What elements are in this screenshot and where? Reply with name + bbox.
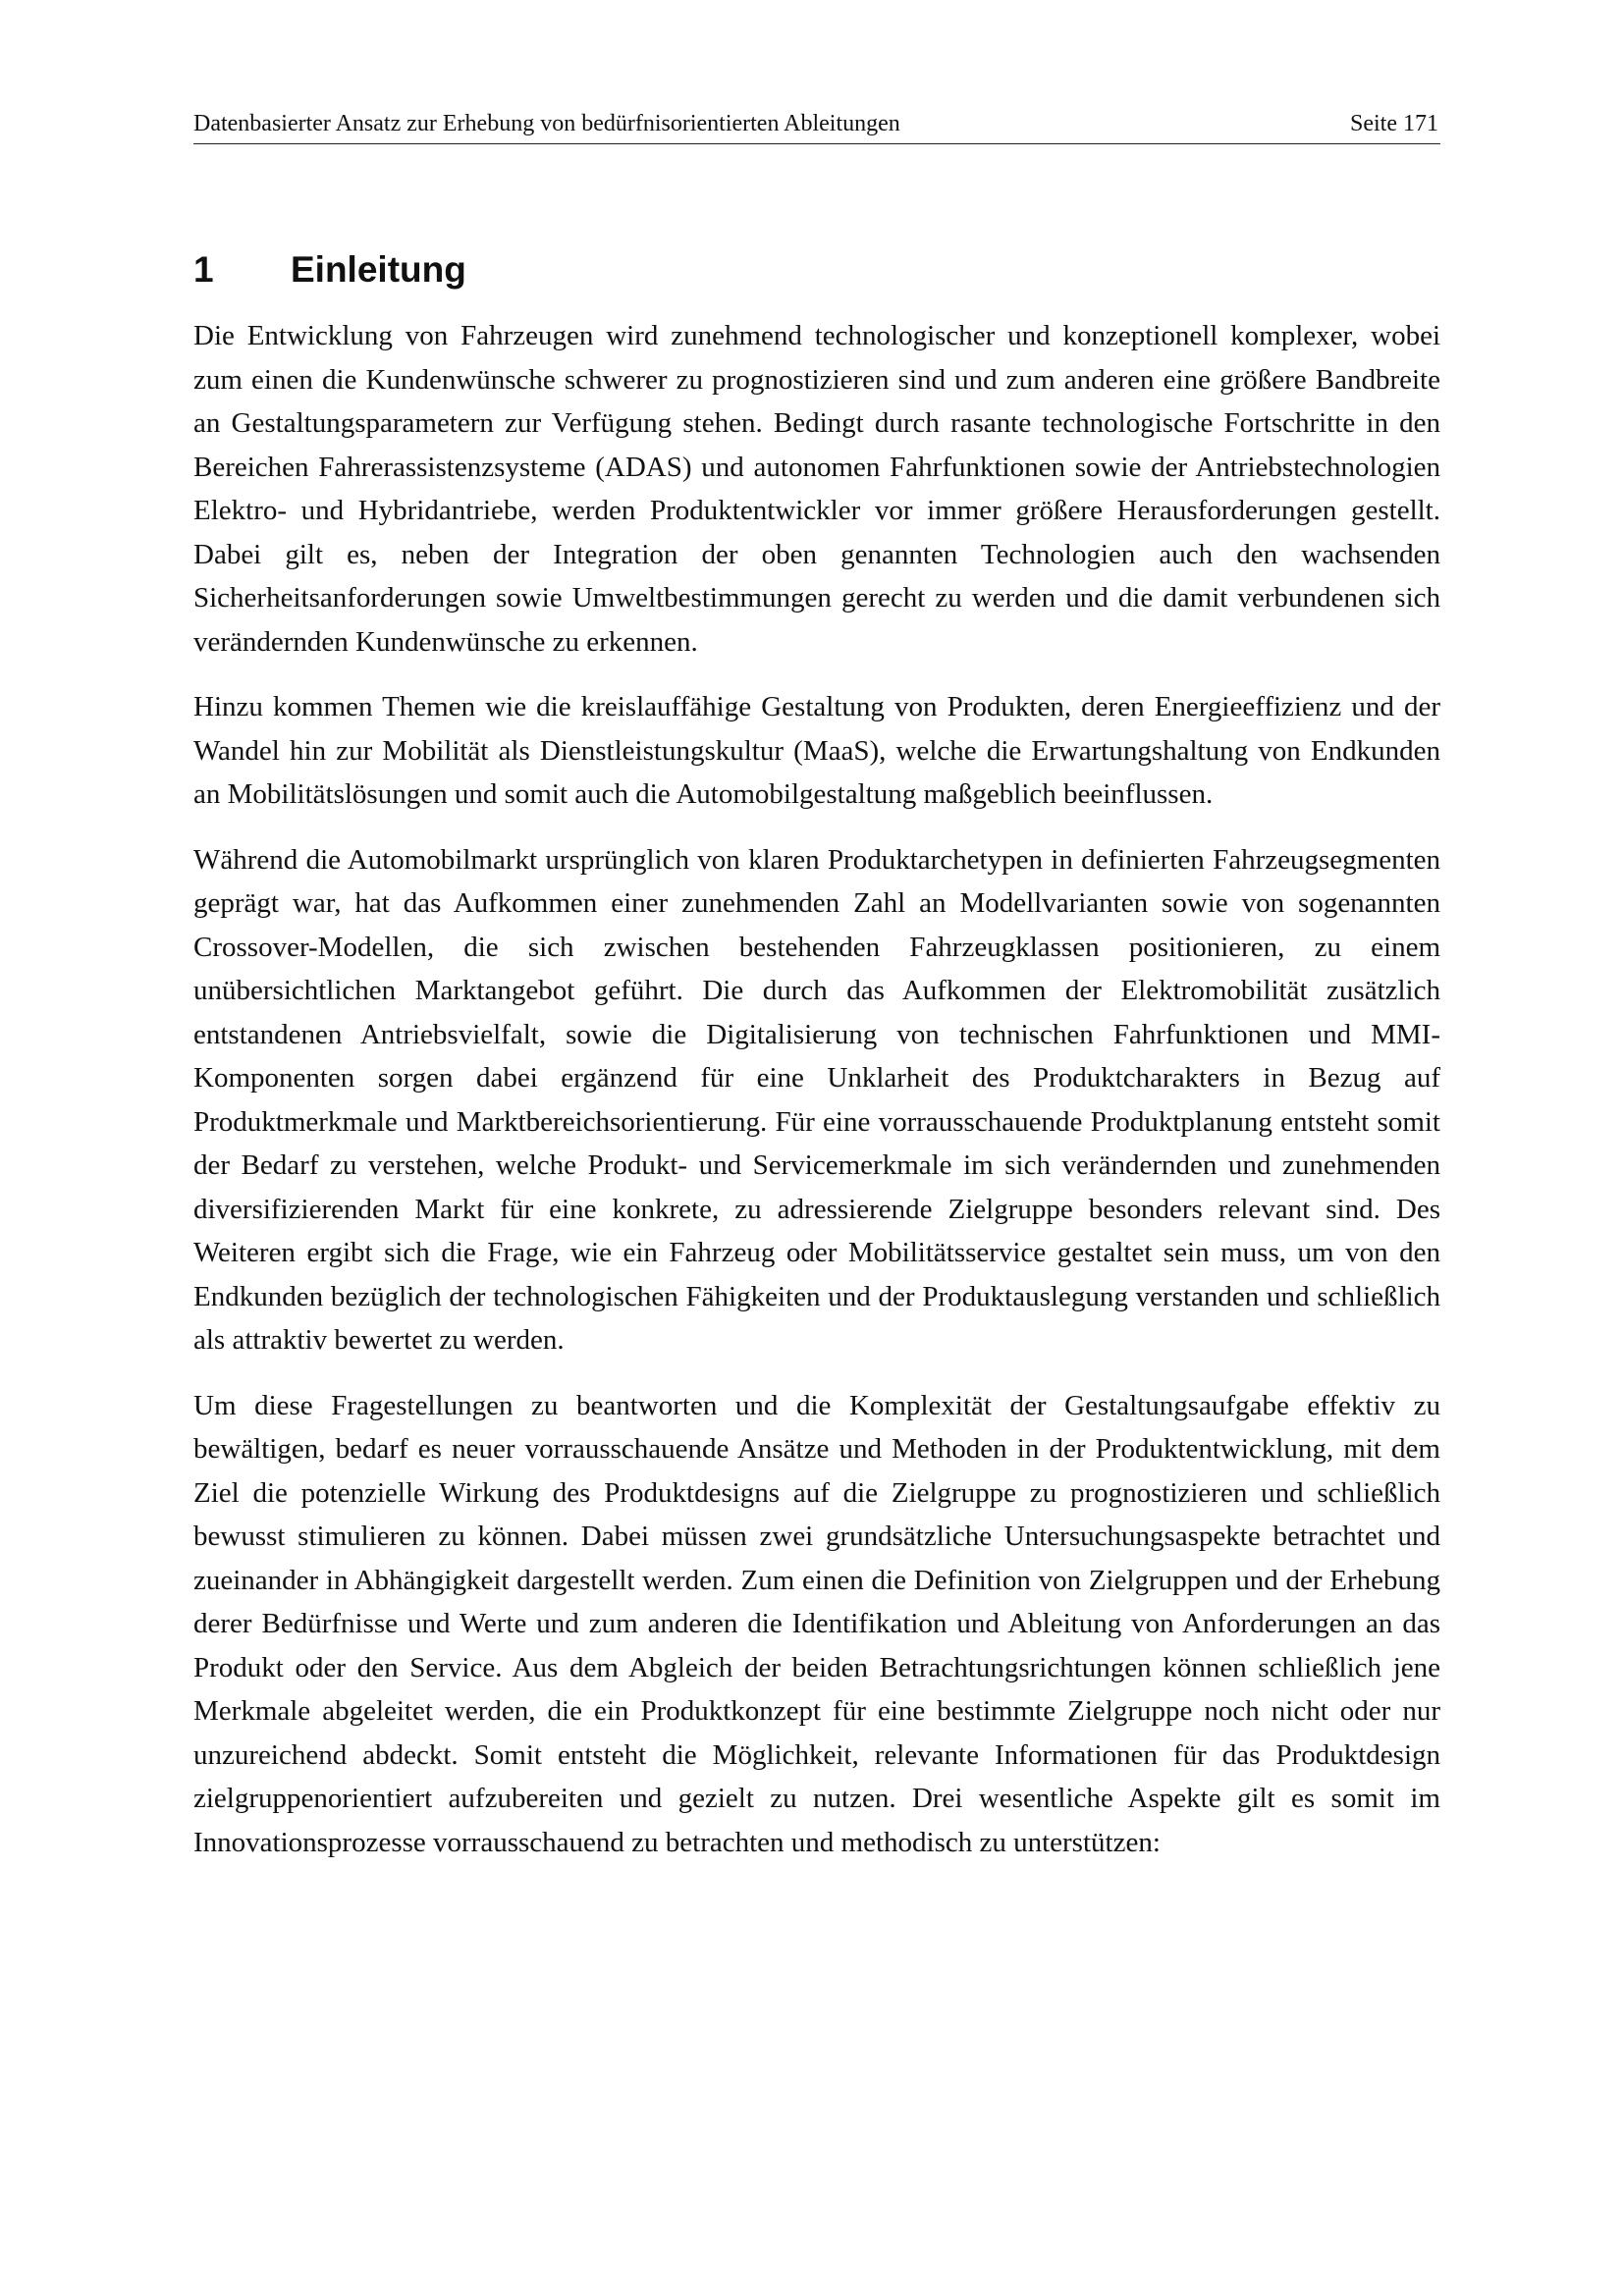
paragraph-1: Die Entwicklung von Fahrzeugen wird zunehmend technologischer und konzeptionell komplexer, wobei zum einen die Kundenwünsche schwerer zu prognostizieren sind und zum anderen eine größere Bandbreite an Gestaltungsparametern zur Verfügung stehen. Bedingt durch rasante technologische Fortschritte in den Bereichen Fahrerassistenzsysteme (ADAS) und autonomen Fahrfunktionen sowie der Antriebstechnologien Elektro- und Hybridantriebe, werden Produktentwickler vor immer größere Herausforderungen gestellt. Dabei gilt es, neben der Integration der oben genannten Technologien auch den wachsenden Sicherheitsanforderungen sowie Umweltbestimmungen gerecht zu werden und die damit verbundenen sich verändernden Kundenwünsche zu erkennen. [193, 320, 1440, 658]
body-text [193, 314, 1440, 1886]
paragraph-2: Hinzu kommen Themen wie die kreislauffähige Gestaltung von Produkten, deren Energieeffizienz und der Wandel hin zur Mobilität als Dienstleistungskultur (MaaS), welche die Erwartungshaltung von Endkunden an Mobilitätslösungen und somit auch die Automobilgestaltung maßgeblich beeinflussen. [193, 691, 1440, 810]
page-number: Seite 171 [1350, 111, 1438, 136]
running-title: Datenbasierter Ansatz zur Erhebung von bedürfnisorientierten Ableitungen [193, 111, 900, 136]
section-title: Einleitung [291, 249, 466, 290]
paragraph-4: Um diese Fragestellungen zu beantworten und die Komplexität der Gestaltungsaufgabe effektiv zu bewältigen, bedarf es neuer vorrausschauende Ansätze und Methoden in der Produktentwicklung, mit dem Ziel die potenzielle Wirkung des Produktdesigns auf die Zielgruppe zu prognostizieren und schließlich bewusst stimulieren zu können. Dabei müssen zwei grundsätzliche Untersuchungsaspekte betrachtet und zueinander in Abhängigkeit dargestellt werden. Zum einen die Definition von Zielgruppen und der Erhebung derer Bedürfnisse und Werte und zum anderen die Identifikation und Ableitung von Anforderungen an das Produkt oder den Service. Aus dem Abgleich der beiden Betrachtungsrichtungen können schließlich jene Merkmale abgeleitet werden, die ein Produktkonzept für eine bestimmte Zielgruppe noch nicht oder nur unzureichend abdeckt. Somit entsteht die Möglichkeit, relevante Informationen für das Produktdesign zielgruppenorientiert aufzubereiten und gezielt zu nutzen. Drei wesentliche Aspekte gilt es somit im Innovationsprozesse vorrausschauend zu betrachten und methodisch zu unterstützen: [193, 1389, 1440, 1858]
section-number: 1 [193, 249, 214, 290]
running-header [193, 108, 1440, 144]
section-heading [193, 248, 466, 292]
paragraph-3: Während die Automobilmarkt ursprünglich von klaren Produktarchetypen in definierten Fahrzeugsegmenten geprägt war, hat das Aufkommen einer zunehmenden Zahl an Modellvarianten sowie von sogenannten Crossover-Modellen, die sich zwischen bestehenden Fahrzeugklassen positionieren, zu einem unübersichtlichen Marktangebot geführt. Die durch das Aufkommen der Elektromobilität zusätzlich entstandenen Antriebsvielfalt, sowie die Digitalisierung von technischen Fahrfunktionen und MMI-Komponenten sorgen dabei ergänzend für eine Unklarheit des Produktcharakters in Bezug auf Produktmerkmale und Marktbereichsorientierung. Für eine vorrausschauende Produktplanung entsteht somit der Bedarf zu verstehen, welche Produkt- und Servicemerkmale im sich verändernden und zunehmenden diversifizierenden Markt für eine konkrete, zu adressierende Zielgruppe besonders relevant sind. Des Weiteren ergibt sich die Frage, wie ein Fahrzeug oder Mobilitätsservice gestaltet sein muss, um von den Endkunden bezüglich der technologischen Fähigkeiten und der Produktauslegung verstanden und schließlich als attraktiv bewertet zu werden. [193, 843, 1440, 1356]
